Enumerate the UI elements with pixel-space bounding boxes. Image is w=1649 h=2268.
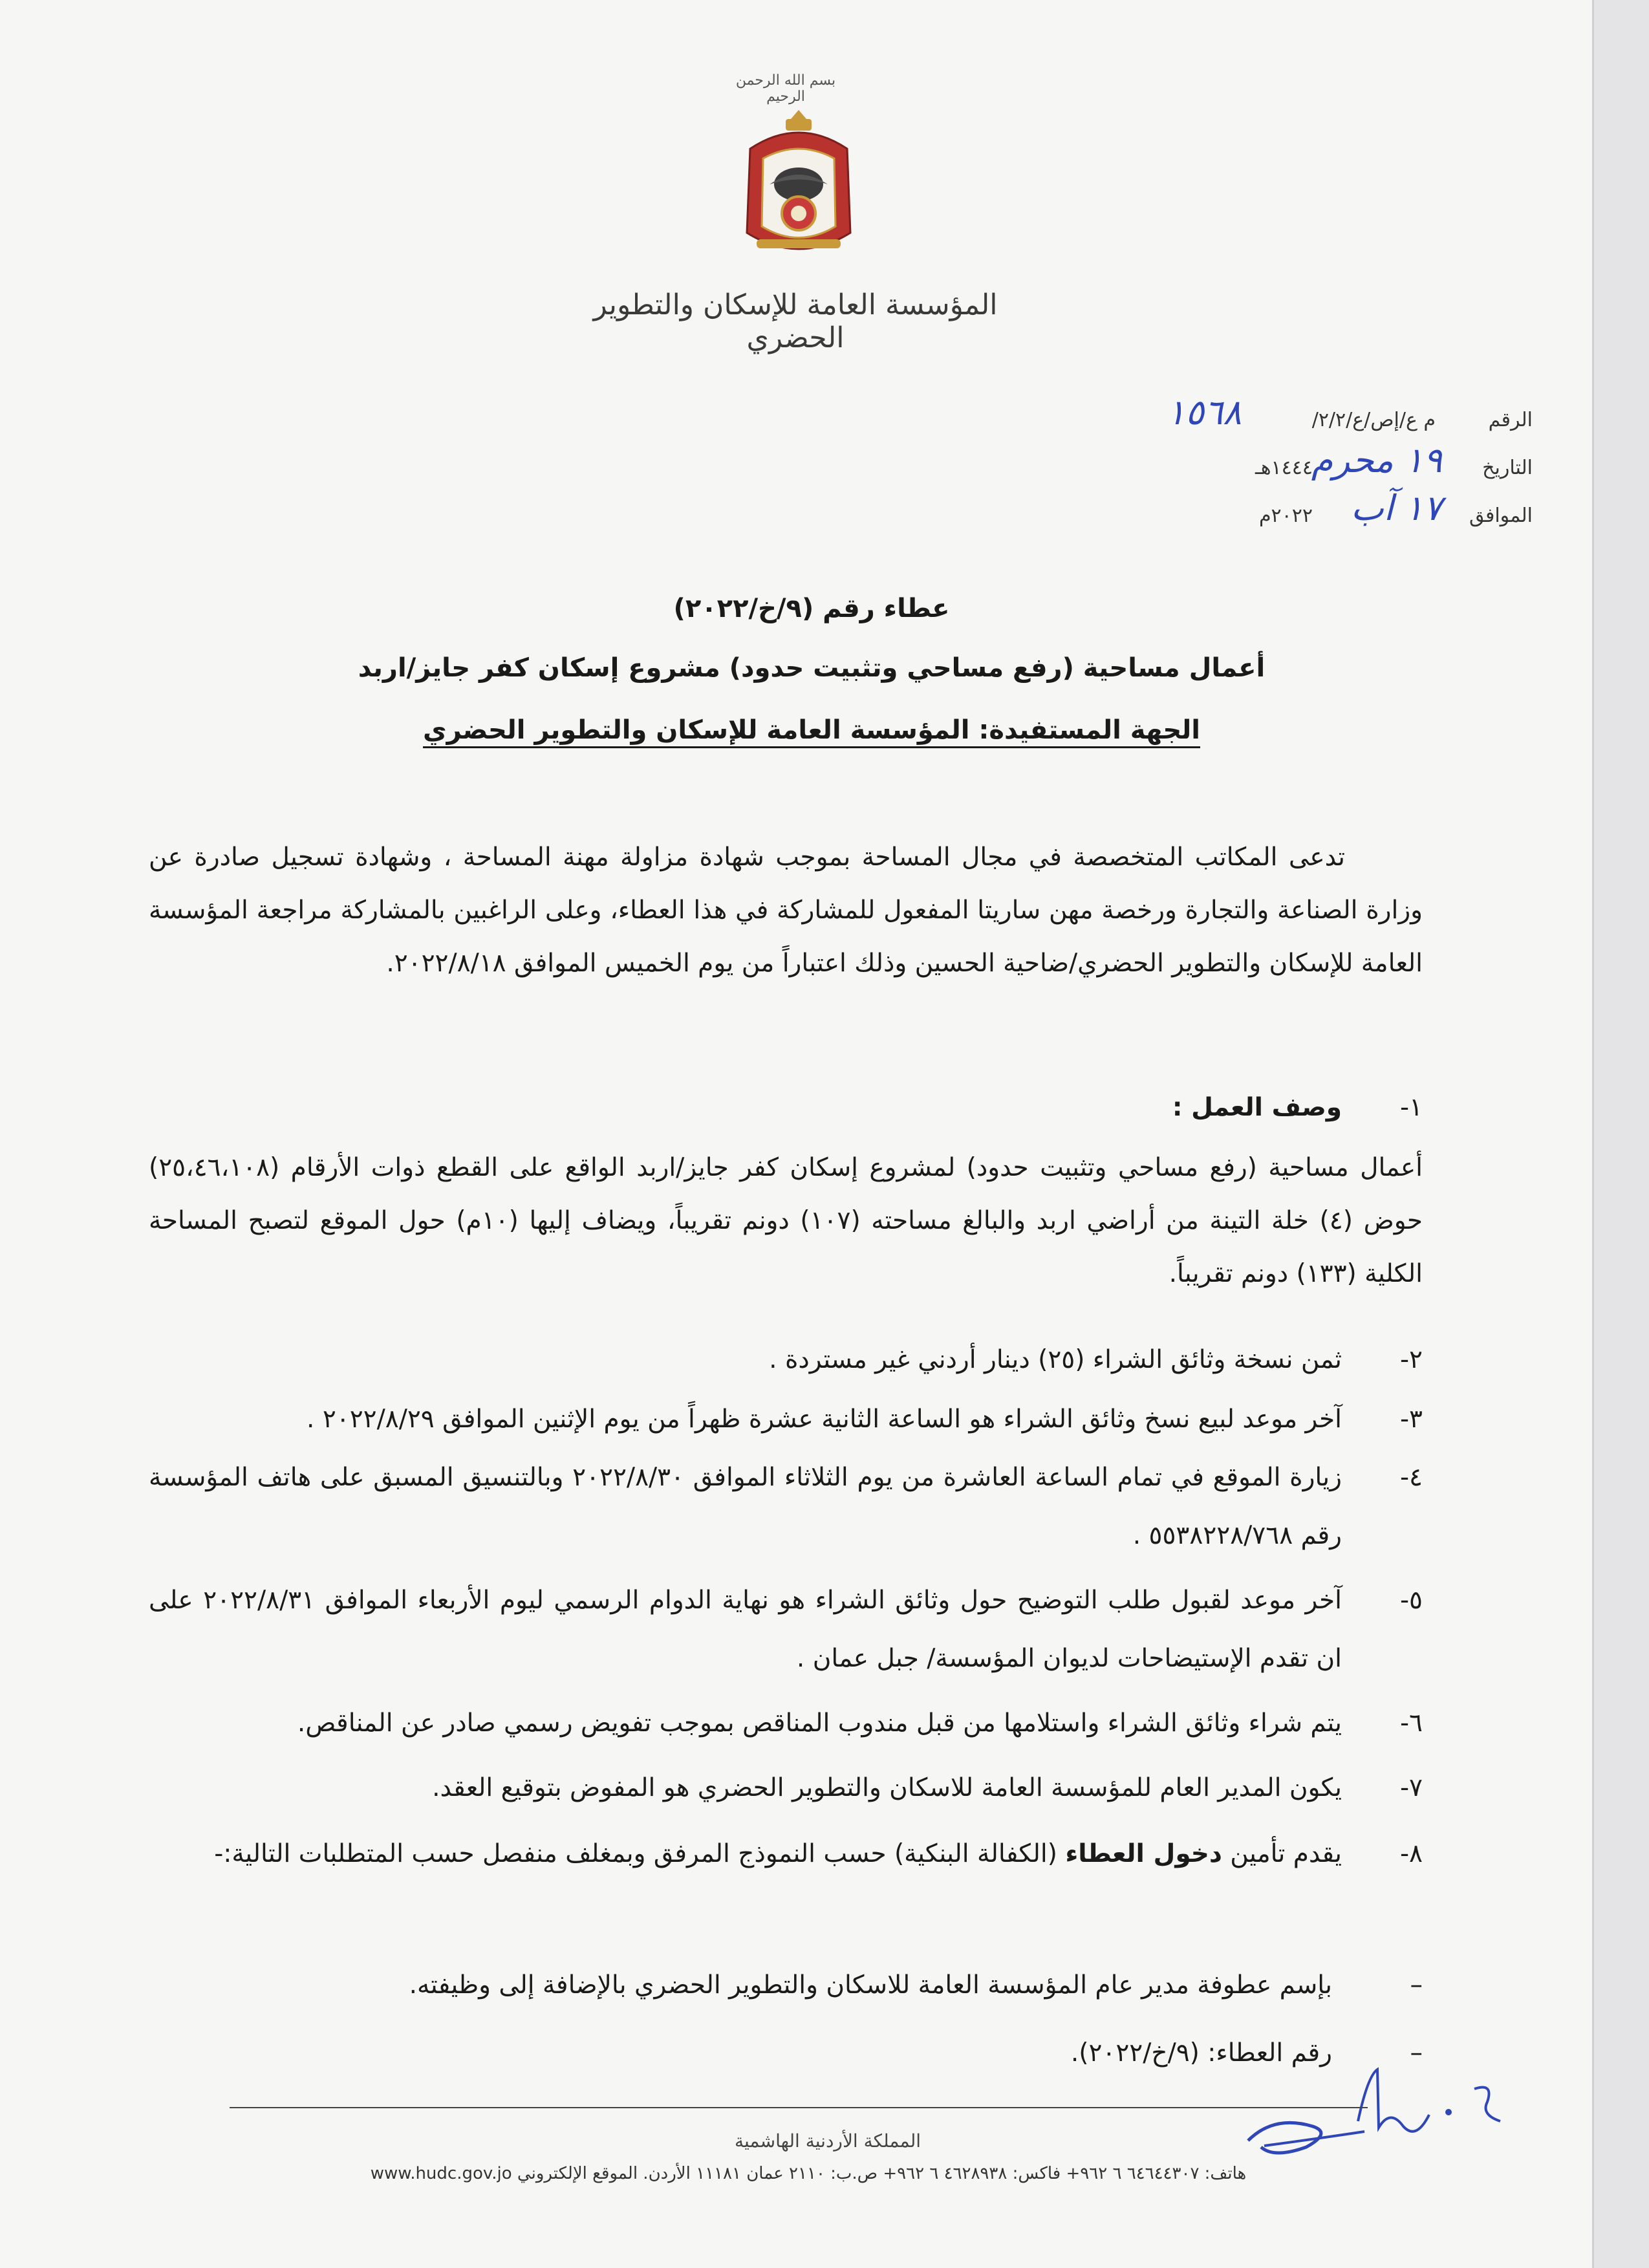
scan-page-edge <box>1592 0 1649 2268</box>
beneficiary-title-text: الجهة المستفيدة: المؤسسة العامة للإسكان والتطوير الحضري <box>423 715 1200 745</box>
list-item-text: (الكفالة البنكية) حسب النموذج المرفق وبمغلف منفصل حسب المتطلبات التالية:- <box>214 1839 1066 1868</box>
bullet-text: رقم العطاء: (٩/خ/٢٠٢٢). <box>1070 2038 1332 2068</box>
basmala-calligraphy: بسم الله الرحمن الرحيم <box>735 72 836 105</box>
reference-number-row <box>1158 392 1533 440</box>
footer-divider <box>230 2107 1368 2108</box>
list-item-number: ٤- <box>1399 1463 1423 1492</box>
beneficiary-title <box>194 715 1429 745</box>
list-item-text: آخر موعد لبيع نسخ وثائق الشراء هو الساعة الثانية عشرة ظهراً من يوم الإثنين الموافق ٢٠٢٢/٨/٢٩ . <box>307 1405 1342 1434</box>
tender-subject-title: أعمال مساحية (رفع مساحي وتثبيت حدود) مشروع إسكان كفر جايز/اربد <box>358 653 1266 683</box>
work-description-heading: وصف العمل : <box>1172 1093 1342 1122</box>
hijri-date-label: التاريخ <box>1482 457 1533 479</box>
list-item-number: ٦- <box>1399 1709 1423 1738</box>
list-item-text: يتم شراء وثائق الشراء واستلامها من قبل مندوب المناقص بموجب تفويض رسمي صادر عن المناقص. <box>297 1709 1342 1738</box>
list-item-text: زيارة الموقع في تمام الساعة العاشرة من يوم الثلاثاء الموافق ٢٠٢٢/٨/٣٠ وبالتنسيق المسبق على هاتف المؤسسة رقم ٥٥٣٨٢٢٨/٧٦٨ . <box>149 1463 1342 1550</box>
bullet-dash: – <box>1410 2038 1423 2068</box>
list-item-text: ثمن نسخة وثائق الشراء (٢٥) دينار أردني غير مستردة . <box>769 1345 1342 1374</box>
gregorian-date-handwritten: ١٧ آب <box>1350 488 1442 528</box>
jordan-coat-of-arms-icon <box>731 103 867 272</box>
organization-letterhead-name: المؤسسة العامة للإسكان والتطوير الحضري <box>593 288 998 354</box>
list-item-number: ٥- <box>1399 1586 1423 1615</box>
reference-number-handwritten: ١٥٦٨ <box>1166 392 1242 433</box>
list-item-text: آخر موعد لقبول طلب التوضيح حول وثائق الشراء هو نهاية الدوام الرسمي ليوم الأربعاء الموافق ٢٠٢٢/٨/٣١ على ان تقدم الإستيضاحات لديوان المؤسسة/ جبل عمان . <box>149 1586 1342 1673</box>
scan-page-edge-line <box>1592 0 1594 2268</box>
reference-number-label: الرقم <box>1488 409 1533 431</box>
list-item-number: ٨- <box>1399 1839 1423 1868</box>
list-item-number: ٧- <box>1399 1773 1423 1802</box>
gregorian-date-label: الموافق <box>1469 504 1533 527</box>
hijri-date-row <box>1158 440 1533 488</box>
gregorian-date-row <box>1158 488 1533 535</box>
list-item-text: يكون المدير العام للمؤسسة العامة للاسكان والتطوير الحضري هو المفوض بتوقيع العقد. <box>432 1773 1342 1802</box>
handwritten-signature-icon <box>1235 2050 1526 2166</box>
footer-kingdom-name: المملكة الأردنية الهاشمية <box>734 2130 921 2152</box>
list-item-text: يقدم تأمين <box>1222 1839 1342 1868</box>
footer-contact-info: هاتف: ٦٤٦٤٤٣٠٧ ٦ ٩٦٢+ فاكس: ٤٦٢٨٩٣٨ ٦ ٩٦٢+ ص.ب: ٢١١٠ عمان ١١١٨١ الأردن. الموقع الإلكتروني www.hudc.gov.jo <box>370 2164 1247 2183</box>
reference-number-value: م ع/إص/ع/٢/٢/ <box>1311 409 1436 431</box>
list-item-number: ١- <box>1399 1093 1423 1122</box>
tender-number-title: عطاء رقم (٩/خ/٢٠٢٢) <box>673 594 950 623</box>
tender-entry-bold: دخول العطاء <box>1065 1839 1222 1868</box>
bullet-dash: – <box>1410 1971 1423 2000</box>
gregorian-date-value: ٢٠٢٢م <box>1258 504 1313 527</box>
intro-paragraph: تدعى المكاتب المتخصصة في مجال المساحة بموجب شهادة مزاولة مهنة المساحة ، وشهادة تسجيل صادرة عن وزارة الصناعة والتجارة ورخصة مهن ساريتا المفعول للمشاركة في هذا العطاء، وعلى الراغبين بالمشاركة مراجعة المؤسسة العامة للإسكان والتطوير الحضري/ضاحية الحسين وذلك اعتباراً من يوم الخميس الموافق ٢٠٢٢/٨/١٨. <box>149 843 1423 978</box>
hijri-date-handwritten: ١٩ محرم <box>1311 440 1442 481</box>
list-item-number: ٢- <box>1399 1345 1423 1374</box>
work-description-text: أعمال مساحية (رفع مساحي وتثبيت حدود) لمشروع إسكان كفر جايز/اربد الواقع على القطع ذوات الأرقام (٢٥،٤٦،١٠٨) حوض (٤) خلة التينة من أراضي اربد والبالغ مساحته (١٠٧) دونم تقريباً، ويضاف إليها (١٠م) حول الموقع لتصبح المساحة الكلية (١٣٣) دونم تقريباً. <box>149 1153 1423 1288</box>
list-item-number: ٣- <box>1399 1405 1423 1434</box>
hijri-date-value: ١٤٤٤هـ <box>1255 457 1313 479</box>
bullet-text: بإسم عطوفة مدير عام المؤسسة العامة للاسكان والتطوير الحضري بالإضافة إلى وظيفته. <box>409 1971 1332 2000</box>
